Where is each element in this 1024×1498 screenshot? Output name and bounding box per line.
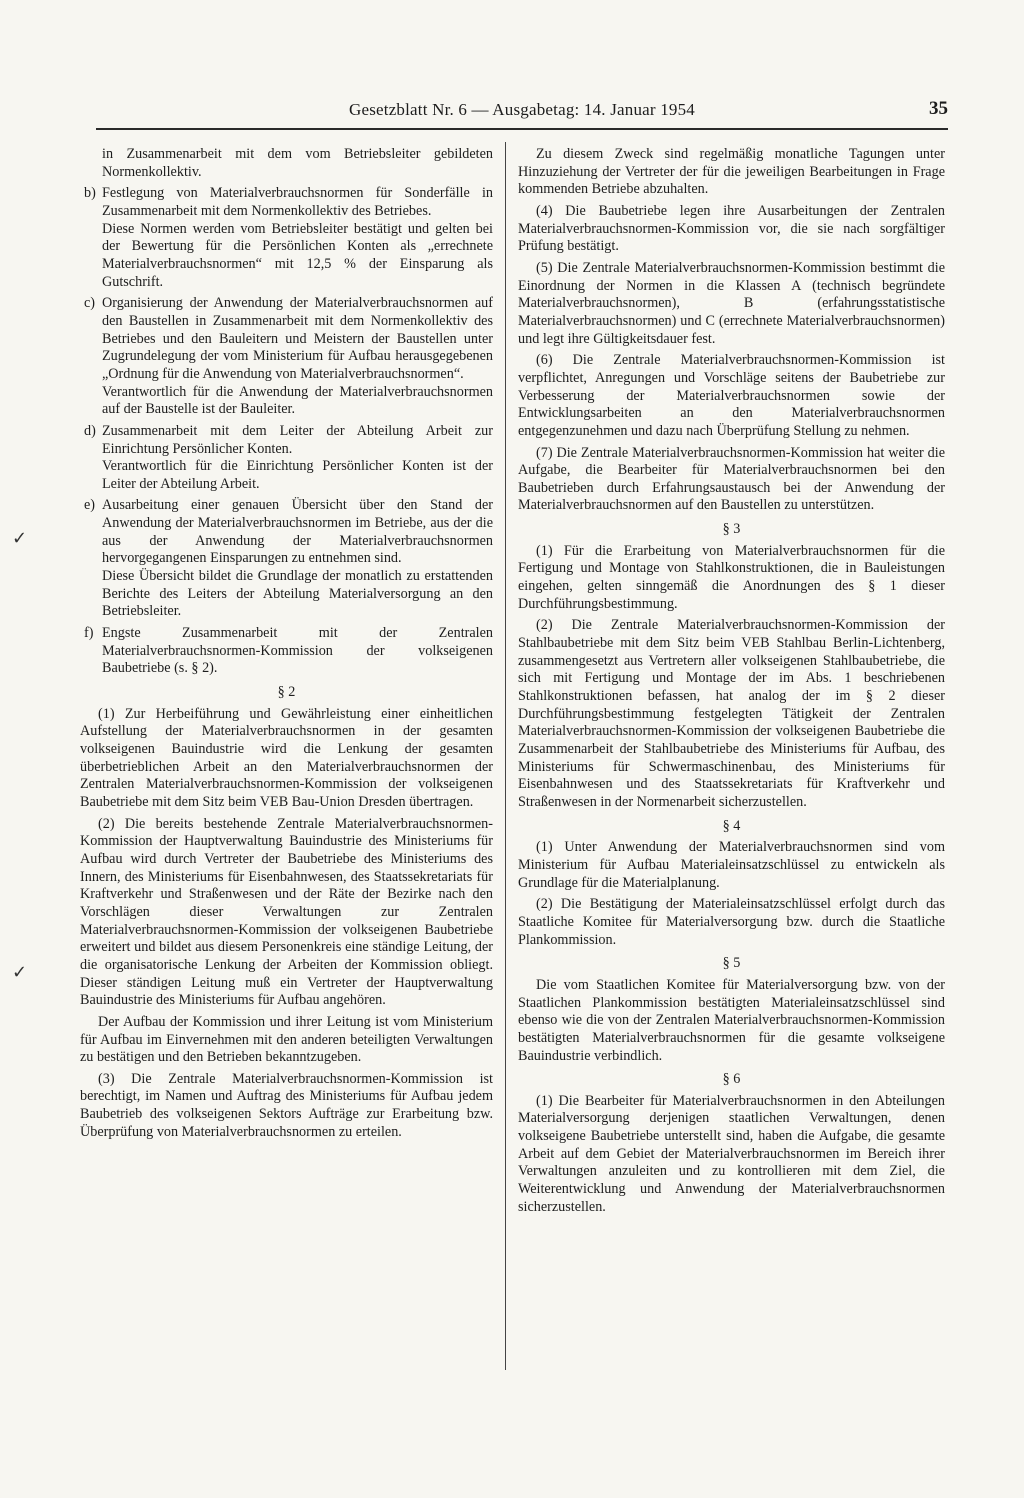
handwritten-check-mark-icon: ✓	[12, 528, 28, 549]
paragraph: (1) Für die Erarbeitung von Materialverbrauchsnormen für die Fertigung und Montage von Stahlkonstruktionen, die in Bauleistungen eingehen, gelten sinngemäß die Anordnungen des § 1 dieser Durchführungsbestimmung.	[518, 542, 945, 612]
page-header	[96, 98, 948, 130]
list-item-d	[80, 423, 493, 494]
paragraph: (3) Die Zentrale Materialverbrauchsnormen-Kommission ist berechtigt, im Namen und Auftrag des Ministeriums für Aufbau jedem Baubetrieb des volkseigenen Sektors Aufträge zur Erarbeitung bzw. Überprüfung von Materialverbrauchsnormen zu erteilen.	[80, 1070, 493, 1140]
list-item-f	[80, 625, 493, 678]
item-text: Festlegung von Materialverbrauchsnormen für Sonderfälle in Zusammenarbeit mit dem Normenkollektiv des Betriebes.	[102, 185, 493, 219]
left-column	[80, 146, 493, 1145]
item-text: Organisierung der Anwendung der Materialverbrauchsnormen auf den Baustellen in Zusammenarbeit mit dem Normenkollektiv des Betriebes und den Bauleitern und Meistern der Baustellen unter Zugrundelegung der vom Ministerium für Aufbau herausgegebenen „Ordnung für die Anwendung von Materialverbrauchsnormen“.	[102, 295, 493, 382]
paragraph: Zu diesem Zweck sind regelmäßig monatliche Tagungen unter Hinzuziehung der Vertreter der für die jeweiligen Bearbeitungen in Frage kommenden Betriebe abzuhalten.	[518, 146, 945, 198]
paragraph: (1) Die Bearbeiter für Materialverbrauchsnormen in den Abteilungen Materialversorgung derjenigen staatlichen Verwaltungen, denen volkseigene Baubetriebe unterstellt sind, haben die Aufgabe, die gesamte Arbeit auf dem Gebiet der Materialverbrauchsnormen im Bereich ihrer Verwaltungen anzuleiten und zu kontrollieren mit dem Ziel, die Weiterentwicklung und Anwendung der Materialverbrauchsnormen sicherzustellen.	[518, 1092, 945, 1215]
item-text-2: Verantwortlich für die Anwendung der Materialverbrauchsnormen auf der Baustelle ist der Bauleiter.	[102, 383, 493, 418]
header-title: Gesetzblatt Nr. 6 — Ausgabetag: 14. Januar 1954	[348, 100, 696, 119]
item-a-continuation: in Zusammenarbeit mit dem vom Betriebsleiter gebildeten Normenkollektiv.	[102, 146, 493, 180]
item-label: d)	[84, 422, 96, 439]
right-column	[518, 146, 945, 1220]
paragraph: Der Aufbau der Kommission und ihrer Leitung ist vom Ministerium für Aufbau im Einvernehmen mit den anderen beteiligten Verwaltungen zu bestätigen und den Betrieben bekanntzugeben.	[80, 1013, 493, 1066]
paragraph: (2) Die Bestätigung der Materialeinsatzschlüssel erfolgt durch das Staatliche Komitee für Materialversorgung bzw. durch die Staatliche Plankommission.	[518, 896, 945, 948]
section-heading-5: § 5	[722, 955, 741, 972]
item-text-2: Diese Übersicht bildet die Grundlage der monatlich zu erstattenden Berichte des Leiters der Abteilung Materialversorgung an den Betriebsleiter.	[102, 568, 493, 620]
section-heading-3: § 3	[722, 521, 741, 538]
item-label: b)	[84, 185, 96, 202]
item-text-2: Verantwortlich für die Einrichtung Persönlicher Konten ist der Leiter der Abteilung Arbeit.	[102, 458, 493, 492]
column-divider	[505, 142, 506, 1370]
list-item-e	[80, 497, 493, 621]
paragraph: (4) Die Baubetriebe legen ihre Ausarbeitungen der Zentralen Materialverbrauchsnormen-Kommission vor, die sie nach sorgfältiger Prüfung bestätigt.	[518, 202, 945, 255]
list-item-c	[80, 295, 493, 419]
handwritten-check-mark-icon-2: ✓	[12, 962, 28, 983]
item-label: e)	[84, 497, 96, 514]
section-heading-6: § 6	[722, 1071, 741, 1088]
page-number: 35	[929, 98, 948, 119]
list-item-b	[80, 185, 493, 291]
item-text: Engste Zusammenarbeit mit der Zentralen Materialverbrauchsnormen-Kommission der volkseigenen Baubetriebe (s. § 2).	[102, 625, 493, 677]
paragraph: (1) Unter Anwendung der Materialverbrauchsnormen sind vom Ministerium für Aufbau Materialeinsatzschlüssel zu entwickeln als Grundlage für die Materialplanung.	[518, 839, 945, 891]
paragraph: Die vom Staatlichen Komitee für Materialversorgung bzw. von der Staatlichen Plankommission bestätigten Materialeinsatzschlüssel sind ebenso wie die von der Zentralen Materialverbrauchsnormen-Kommission bestätigten Materialverbrauchsnormen für die gesamte volkseigene Bauindustrie verbindlich.	[518, 976, 945, 1064]
paragraph: (1) Zur Herbeiführung und Gewährleistung einer einheitlichen Aufstellung der Materialverbrauchsnormen in der gesamten volkseigenen Bauindustrie wird die Lenkung der gesamten überbetrieblichen Arbeit an den Materialverbrauchsnormen der Zentralen Materialverbrauchsnormen-Kommission der volkseigenen Baubetriebe mit dem Sitz beim VEB Bau-Union Dresden übertragen.	[80, 705, 493, 810]
paragraph: (2) Die Zentrale Materialverbrauchsnormen-Kommission der Stahlbaubetriebe mit dem Sitz beim VEB Stahlbau Berlin-Lichtenberg, zusammengesetzt aus Vertretern aller volkseigenen Stahlbaubetriebe, die sich mit Fertigung und Montage der im Abs. 1 beschriebenen Stahlkonstruktionen befassen, hat analog der im § 2 dieser Durchführungsbestimmung festgelegten Tätigkeit der Zentralen Materialverbrauchsnormen-Kommission der volkseigenen Baubetriebe die Zusammenarbeit der Stahlbaubetriebe des Ministeriums für Aufbau, des Ministeriums für Schwermaschinenbau, des Ministeriums für Eisenbahnwesen und des Staatssekretariats für Kraftverkehr und Straßenwesen in der Normenarbeit sicherzustellen.	[518, 617, 945, 810]
item-text: Zusammenarbeit mit dem Leiter der Abteilung Arbeit zur Einrichtung Persönlicher Konten.	[102, 422, 493, 457]
paragraph: (2) Die bereits bestehende Zentrale Materialverbrauchsnormen-Kommission der Hauptverwaltung Bauindustrie des Ministeriums für Aufbau wird durch Vertreter der Baubetriebe des Ministeriums des Innern, des Ministeriums für Eisenbahnwesen, des Staatssekretariats für Kraftverkehr und Straßenwesen und der Räte der Bezirke nach den Vorschlägen dieser Verwaltungen zur Zentralen Materialverbrauchsnormen-Kommission der volkseigenen Baubetriebe erweitert und bildet aus diesem Personenkreis eine ständige Leitung, der die organisatorische Lenkung der Arbeiten der Kommission obliegt. Dieser ständigen Leitung muß ein Vertreter der Hauptverwaltung Bauindustrie des Ministeriums für Aufbau angehören.	[80, 815, 493, 1009]
section-heading-4: § 4	[722, 817, 741, 834]
paragraph: (6) Die Zentrale Materialverbrauchsnormen-Kommission ist verpflichtet, Anregungen und Vorschläge seitens der Baubetriebe zur Verbesserung der Materialverbrauchsnormen sowie der Entwicklungsarbeiten an den Materialverbrauchsnormen entgegenzunehmen und dazu nach Überprüfung Stellung zu nehmen.	[518, 352, 945, 439]
paragraph: (5) Die Zentrale Materialverbrauchsnormen-Kommission bestimmt die Einordnung der Normen in die Klassen A (technisch begründete Materialverbrauchsnormen), B (erfahrungsstatistische Materialverbrauchsnormen) und C (errechnete Materialverbrauchsnormen) und legt ihre Gültigkeitsdauer fest.	[518, 259, 945, 347]
item-label: f)	[84, 625, 94, 642]
paragraph: (7) Die Zentrale Materialverbrauchsnormen-Kommission hat weiter die Aufgabe, die Bearbeiter für Materialverbrauchsnormen bei den Baubetrieben durch Erfahrungsaustausch bei der Anwendung der Materialverbrauchsnormen auf den Baustellen zu unterstützen.	[518, 444, 945, 514]
item-text-2: Diese Normen werden vom Betriebsleiter bestätigt und gelten bei der Bewertung für die Persönlichen Konten als „errechnete Materialverbrauchsnormen“ mit 12,5 % der Einsparung als Gutschrift.	[102, 220, 493, 290]
item-label: c)	[84, 295, 96, 312]
item-text: Ausarbeitung einer genauen Übersicht über den Stand der Anwendung der Materialverbrauchsnormen im Betriebe, aus der die aus der Anwendung der Materialverbrauchsnormen hervorgegangenen Einsparungen zu entnehmen sind.	[102, 497, 493, 567]
section-heading-2: § 2	[277, 684, 296, 701]
